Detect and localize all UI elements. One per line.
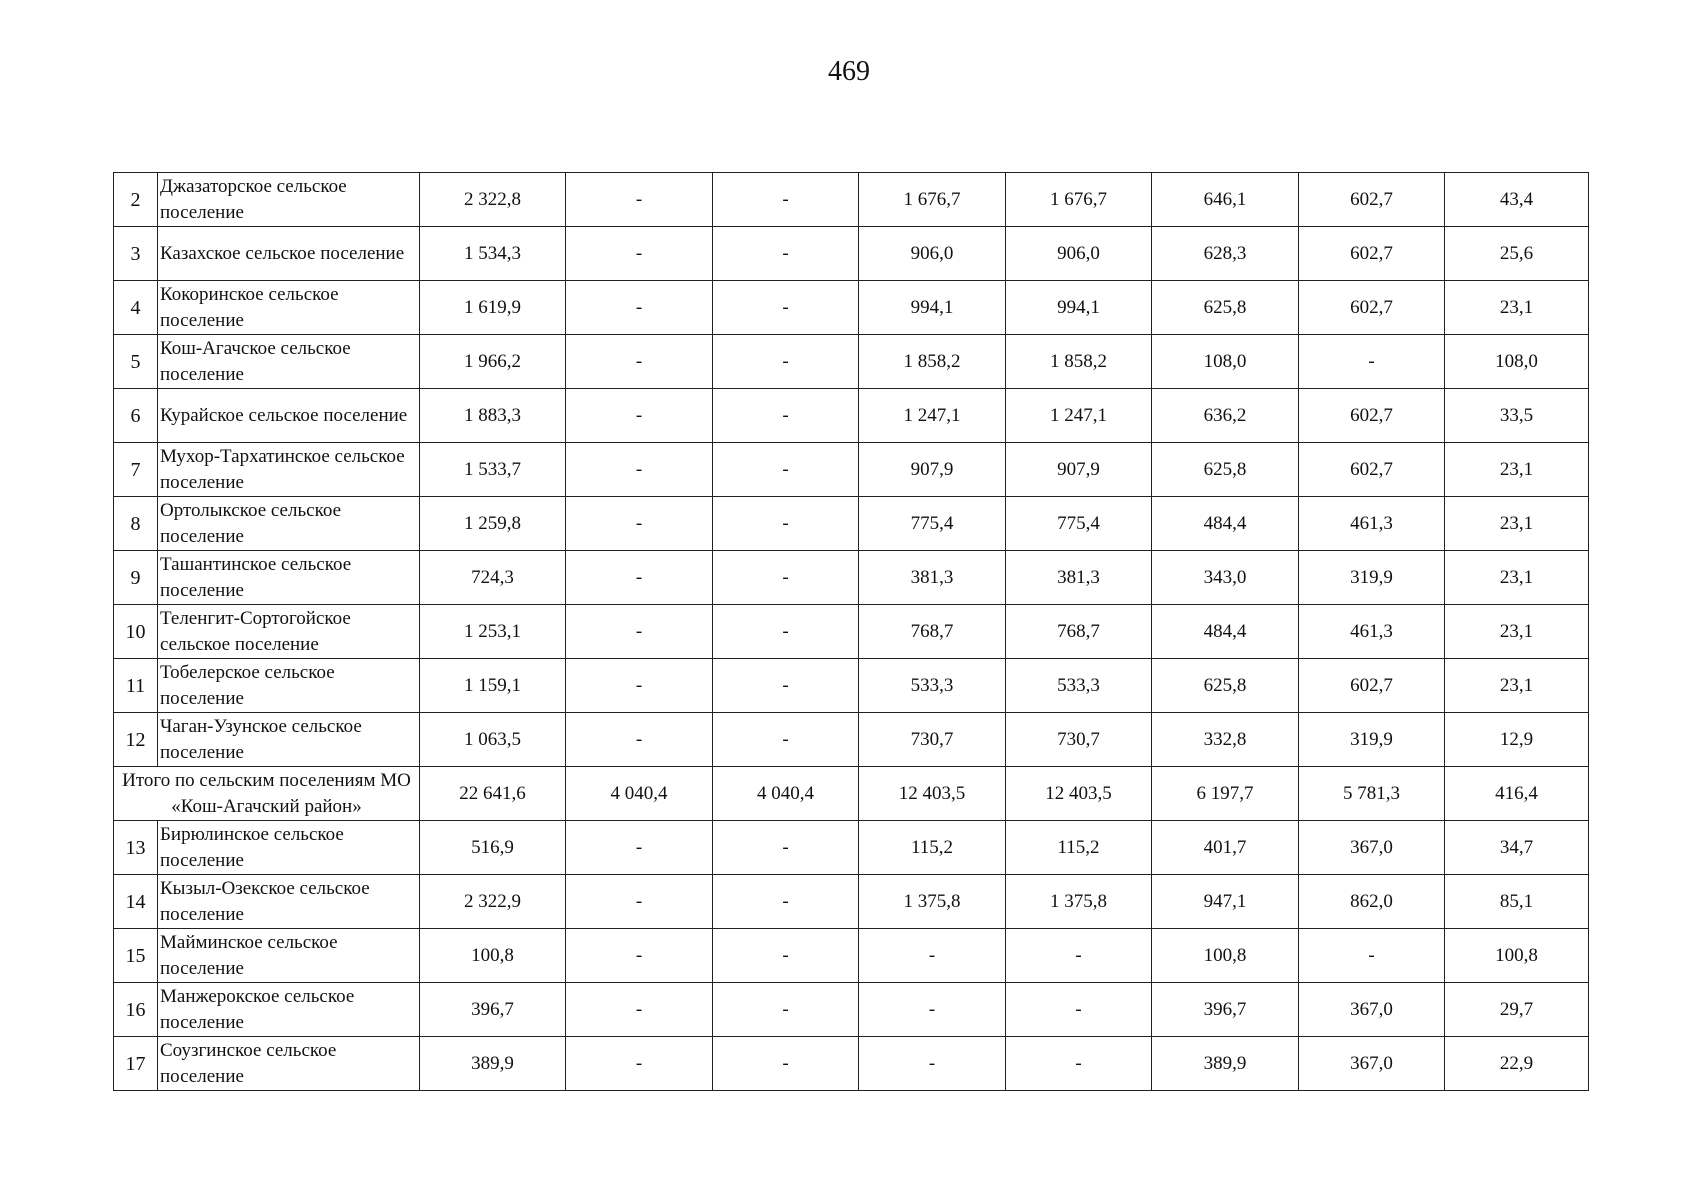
row-number: 7 (114, 443, 158, 497)
value-cell-col-3: - (713, 335, 859, 389)
value-cell-col-2: - (566, 875, 713, 929)
value-cell-col-8: 23,1 (1445, 443, 1589, 497)
row-number: 17 (114, 1037, 158, 1091)
value-cell-col-7: 367,0 (1299, 1037, 1445, 1091)
value-cell-col-2: - (566, 281, 713, 335)
value-cell-col-6: 625,8 (1152, 443, 1299, 497)
settlement-name: Соузгинское сельское поселение (158, 1037, 420, 1091)
settlement-name: Чаган-Узунское сельское поселение (158, 713, 420, 767)
value-cell-col-6: 343,0 (1152, 551, 1299, 605)
value-cell-col-3: - (713, 659, 859, 713)
value-cell-col-8: 85,1 (1445, 875, 1589, 929)
table-row (114, 281, 1589, 335)
settlement-name: Майминское сельское поселение (158, 929, 420, 983)
value-cell-col-5: - (1006, 1037, 1152, 1091)
row-number: 14 (114, 875, 158, 929)
value-cell-col-6: 636,2 (1152, 389, 1299, 443)
value-cell-col-3: - (713, 227, 859, 281)
settlement-name: Мухор-Тархатинское сельское поселение (158, 443, 420, 497)
settlement-name: Манжерокское сельское поселение (158, 983, 420, 1037)
total-label: Итого по сельским поселениям МО «Кош-Агачский район» (114, 767, 420, 821)
value-cell-col-8: 25,6 (1445, 227, 1589, 281)
row-number: 12 (114, 713, 158, 767)
value-cell-col-1: 1 533,7 (420, 443, 566, 497)
value-cell-col-6: 396,7 (1152, 983, 1299, 1037)
value-cell-col-7: - (1299, 929, 1445, 983)
value-cell-col-2: - (566, 335, 713, 389)
row-number: 5 (114, 335, 158, 389)
row-number: 2 (114, 173, 158, 227)
value-cell-col-7: 602,7 (1299, 389, 1445, 443)
value-cell-col-2: - (566, 1037, 713, 1091)
table-row (114, 659, 1589, 713)
value-cell-col-3: - (713, 389, 859, 443)
value-cell-col-7: 319,9 (1299, 713, 1445, 767)
value-cell-col-7: 461,3 (1299, 497, 1445, 551)
table-row (114, 821, 1589, 875)
value-cell-col-2: - (566, 497, 713, 551)
value-cell-col-2: 4 040,4 (566, 767, 713, 821)
value-cell-col-8: 29,7 (1445, 983, 1589, 1037)
page-number: 469 (828, 56, 870, 87)
value-cell-col-4: 1 858,2 (859, 335, 1006, 389)
value-cell-col-5: 1 375,8 (1006, 875, 1152, 929)
value-cell-col-5: 768,7 (1006, 605, 1152, 659)
table-row (114, 1037, 1589, 1091)
table-row (114, 389, 1589, 443)
value-cell-col-5: 730,7 (1006, 713, 1152, 767)
value-cell-col-5: 907,9 (1006, 443, 1152, 497)
table-row (114, 497, 1589, 551)
value-cell-col-1: 516,9 (420, 821, 566, 875)
value-cell-col-8: 22,9 (1445, 1037, 1589, 1091)
value-cell-col-7: 5 781,3 (1299, 767, 1445, 821)
value-cell-col-6: 484,4 (1152, 497, 1299, 551)
table-row (114, 605, 1589, 659)
value-cell-col-4: 768,7 (859, 605, 1006, 659)
value-cell-col-4: - (859, 929, 1006, 983)
value-cell-col-6: 947,1 (1152, 875, 1299, 929)
value-cell-col-8: 416,4 (1445, 767, 1589, 821)
value-cell-col-1: 1 063,5 (420, 713, 566, 767)
row-number: 4 (114, 281, 158, 335)
settlement-name: Кызыл-Озекское сельское поселение (158, 875, 420, 929)
value-cell-col-5: 533,3 (1006, 659, 1152, 713)
table-row (114, 983, 1589, 1037)
value-cell-col-4: 1 375,8 (859, 875, 1006, 929)
value-cell-col-8: 23,1 (1445, 659, 1589, 713)
value-cell-col-8: 34,7 (1445, 821, 1589, 875)
table-row-total (114, 767, 1589, 821)
value-cell-col-8: 23,1 (1445, 281, 1589, 335)
value-cell-col-6: 625,8 (1152, 281, 1299, 335)
row-number: 15 (114, 929, 158, 983)
value-cell-col-4: 1 247,1 (859, 389, 1006, 443)
table-row (114, 551, 1589, 605)
value-cell-col-4: - (859, 983, 1006, 1037)
value-cell-col-1: 389,9 (420, 1037, 566, 1091)
value-cell-col-8: 23,1 (1445, 497, 1589, 551)
value-cell-col-8: 23,1 (1445, 605, 1589, 659)
value-cell-col-2: - (566, 443, 713, 497)
value-cell-col-6: 100,8 (1152, 929, 1299, 983)
value-cell-col-1: 1 619,9 (420, 281, 566, 335)
value-cell-col-6: 401,7 (1152, 821, 1299, 875)
value-cell-col-5: - (1006, 983, 1152, 1037)
value-cell-col-2: - (566, 983, 713, 1037)
value-cell-col-6: 108,0 (1152, 335, 1299, 389)
value-cell-col-1: 724,3 (420, 551, 566, 605)
value-cell-col-3: - (713, 983, 859, 1037)
value-cell-col-4: 1 676,7 (859, 173, 1006, 227)
value-cell-col-3: - (713, 443, 859, 497)
settlement-name: Джазаторское сельское поселение (158, 173, 420, 227)
value-cell-col-4: 115,2 (859, 821, 1006, 875)
value-cell-col-5: 12 403,5 (1006, 767, 1152, 821)
value-cell-col-8: 33,5 (1445, 389, 1589, 443)
row-number: 13 (114, 821, 158, 875)
value-cell-col-4: 994,1 (859, 281, 1006, 335)
value-cell-col-6: 332,8 (1152, 713, 1299, 767)
value-cell-col-8: 43,4 (1445, 173, 1589, 227)
value-cell-col-2: - (566, 929, 713, 983)
value-cell-col-1: 1 159,1 (420, 659, 566, 713)
value-cell-col-2: - (566, 173, 713, 227)
value-cell-col-1: 1 966,2 (420, 335, 566, 389)
row-number: 6 (114, 389, 158, 443)
value-cell-col-7: 602,7 (1299, 173, 1445, 227)
table-row (114, 227, 1589, 281)
value-cell-col-3: - (713, 281, 859, 335)
value-cell-col-3: - (713, 173, 859, 227)
value-cell-col-5: 1 676,7 (1006, 173, 1152, 227)
value-cell-col-1: 1 883,3 (420, 389, 566, 443)
value-cell-col-7: 862,0 (1299, 875, 1445, 929)
table-row (114, 335, 1589, 389)
value-cell-col-5: 994,1 (1006, 281, 1152, 335)
settlement-name: Курайское сельское поселение (158, 389, 420, 443)
value-cell-col-3: - (713, 929, 859, 983)
settlement-name: Кокоринское сельское поселение (158, 281, 420, 335)
value-cell-col-4: 906,0 (859, 227, 1006, 281)
value-cell-col-2: - (566, 605, 713, 659)
value-cell-col-8: 12,9 (1445, 713, 1589, 767)
value-cell-col-6: 628,3 (1152, 227, 1299, 281)
value-cell-col-4: 381,3 (859, 551, 1006, 605)
value-cell-col-1: 2 322,9 (420, 875, 566, 929)
value-cell-col-5: 1 247,1 (1006, 389, 1152, 443)
value-cell-col-7: 602,7 (1299, 281, 1445, 335)
value-cell-col-6: 484,4 (1152, 605, 1299, 659)
value-cell-col-2: - (566, 713, 713, 767)
value-cell-col-5: - (1006, 929, 1152, 983)
value-cell-col-7: 319,9 (1299, 551, 1445, 605)
value-cell-col-6: 625,8 (1152, 659, 1299, 713)
value-cell-col-5: 381,3 (1006, 551, 1152, 605)
value-cell-col-7: - (1299, 335, 1445, 389)
row-number: 3 (114, 227, 158, 281)
value-cell-col-7: 461,3 (1299, 605, 1445, 659)
value-cell-col-7: 602,7 (1299, 443, 1445, 497)
value-cell-col-7: 602,7 (1299, 227, 1445, 281)
table-row (114, 929, 1589, 983)
value-cell-col-1: 1 259,8 (420, 497, 566, 551)
value-cell-col-1: 1 534,3 (420, 227, 566, 281)
table-row (114, 173, 1589, 227)
row-number: 8 (114, 497, 158, 551)
settlement-name: Казахское сельское поселение (158, 227, 420, 281)
value-cell-col-1: 1 253,1 (420, 605, 566, 659)
value-cell-col-1: 396,7 (420, 983, 566, 1037)
table-row (114, 875, 1589, 929)
value-cell-col-2: - (566, 551, 713, 605)
value-cell-col-3: - (713, 551, 859, 605)
row-number: 10 (114, 605, 158, 659)
value-cell-col-6: 646,1 (1152, 173, 1299, 227)
value-cell-col-6: 6 197,7 (1152, 767, 1299, 821)
value-cell-col-2: - (566, 389, 713, 443)
value-cell-col-1: 2 322,8 (420, 173, 566, 227)
value-cell-col-4: 533,3 (859, 659, 1006, 713)
value-cell-col-1: 100,8 (420, 929, 566, 983)
settlement-name: Кош-Агачское сельское поселение (158, 335, 420, 389)
value-cell-col-3: - (713, 1037, 859, 1091)
value-cell-col-6: 389,9 (1152, 1037, 1299, 1091)
value-cell-col-5: 906,0 (1006, 227, 1152, 281)
value-cell-col-8: 23,1 (1445, 551, 1589, 605)
value-cell-col-4: 775,4 (859, 497, 1006, 551)
value-cell-col-5: 1 858,2 (1006, 335, 1152, 389)
value-cell-col-1: 22 641,6 (420, 767, 566, 821)
row-number: 11 (114, 659, 158, 713)
value-cell-col-4: 730,7 (859, 713, 1006, 767)
settlement-name: Ортолыкское сельское поселение (158, 497, 420, 551)
value-cell-col-3: - (713, 605, 859, 659)
value-cell-col-2: - (566, 821, 713, 875)
value-cell-col-8: 100,8 (1445, 929, 1589, 983)
value-cell-col-3: - (713, 713, 859, 767)
value-cell-col-3: 4 040,4 (713, 767, 859, 821)
settlement-name: Ташантинское сельское поселение (158, 551, 420, 605)
row-number: 9 (114, 551, 158, 605)
value-cell-col-7: 602,7 (1299, 659, 1445, 713)
value-cell-col-3: - (713, 875, 859, 929)
value-cell-col-4: - (859, 1037, 1006, 1091)
value-cell-col-7: 367,0 (1299, 983, 1445, 1037)
value-cell-col-7: 367,0 (1299, 821, 1445, 875)
table-row (114, 443, 1589, 497)
value-cell-col-4: 907,9 (859, 443, 1006, 497)
settlement-name: Бирюлинское сельское поселение (158, 821, 420, 875)
row-number: 16 (114, 983, 158, 1037)
value-cell-col-3: - (713, 497, 859, 551)
value-cell-col-2: - (566, 659, 713, 713)
table-body (114, 173, 1589, 1091)
value-cell-col-3: - (713, 821, 859, 875)
value-cell-col-5: 115,2 (1006, 821, 1152, 875)
data-table (113, 172, 1589, 1091)
settlement-name: Тобелерское сельское поселение (158, 659, 420, 713)
value-cell-col-5: 775,4 (1006, 497, 1152, 551)
value-cell-col-2: - (566, 227, 713, 281)
value-cell-col-8: 108,0 (1445, 335, 1589, 389)
settlement-name: Теленгит-Сортогойское сельское поселение (158, 605, 420, 659)
value-cell-col-4: 12 403,5 (859, 767, 1006, 821)
table-row (114, 713, 1589, 767)
